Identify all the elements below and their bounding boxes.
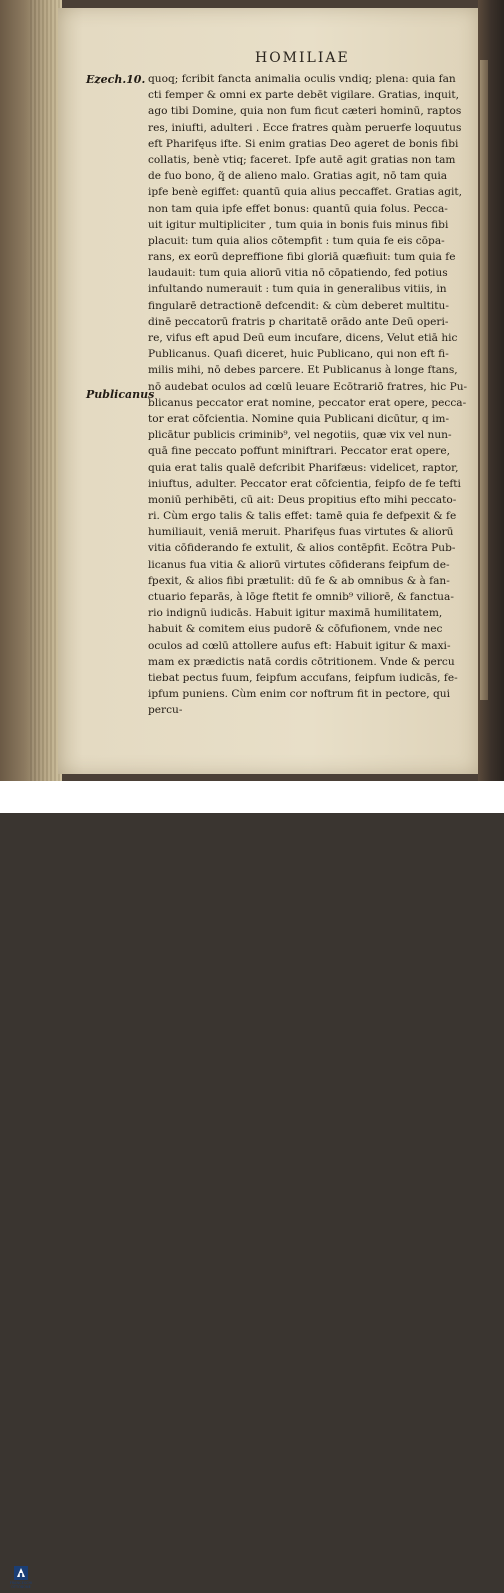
text-line: quia erat talis qualē defcribit Pharifæus: videlicet, raptor,	[148, 461, 459, 474]
text-line: dinē peccatorū fratris p charitatē orādo ante Deū operi-	[148, 315, 449, 328]
text-line: plicātur publicis criminib⁹, vel negotiis, quæ vix vel nun-	[148, 429, 452, 442]
margin-note-ezech: Ezech.10.	[86, 73, 146, 86]
text-line: tiebat pectus fuum, feipfum accufans, feipfum iudicās, fe-	[148, 671, 458, 684]
text-line: collatis, benè vtiq; faceret. Ipfe autē agit gratias non tam	[148, 153, 456, 166]
text-line: fpexit, & alios fibi prætulit: dū fe & ab omnibus & à fan-	[148, 574, 450, 587]
text-line: rio indignū iudicās. Habuit igitur maximā humilitatem,	[148, 607, 443, 620]
text-line: habuit & comitem eius pudorē & cōfufionem, vnde nec	[148, 623, 443, 636]
text-line: ago tibi Domine, quia non fum ficut cæteri hominū, raptos	[148, 105, 462, 118]
text-line: iniuftus, adulter. Peccator erat cōfcientia, feipfo de fe tefti	[148, 477, 461, 490]
text-line: uit igitur multipliciter , tum quia in bonis fuis minus fibi	[148, 218, 449, 231]
text-line: eft Pharifęus ifte. Si enim gratias Deo ageret de bonis fibi	[148, 137, 459, 150]
book-right-edge	[478, 0, 504, 781]
text-line: re, vifus eft apud Deū eum incufare, dicens, Velut etiā hic	[148, 332, 458, 344]
text-line: tor erat cōfcientia. Nomine quia Publicani dicūtur, q im-	[148, 412, 450, 425]
page-body-text	[148, 71, 468, 719]
text-line: humiliauit, veniā meruit. Pharifęus fuas virtutes & aliorū	[148, 526, 454, 539]
text-line: ri. Cùm ergo talis & talis effet: tamē quia fe defpexit & fe	[148, 510, 457, 523]
text-line: ctuario feparās, à lōge ftetit fe omnib⁹ viliorē, & fanctua-	[148, 591, 454, 603]
text-line: res, iniufti, adulteri . Ecce fratres quàm peruerfe loquutus	[148, 121, 462, 134]
text-line: moniū perhibēti, cū ait: Deus propitius efto mihi peccato-	[148, 493, 457, 506]
margin-note-publicanus: Publicanus	[86, 388, 155, 401]
logo-line-2: OTTOBONE	[11, 1585, 31, 1589]
text-line: milis mihi, nō debes parcere. Et Publicanus à longe ftans,	[148, 364, 458, 377]
text-line: nō audebat oculos ad cœlū leuare Ecōtrariō fratres, hic Pu-	[148, 380, 468, 393]
text-line: non tam quia ipfe effet bonus: quantū quia folus. Pecca-	[148, 202, 448, 215]
book-left-edge	[0, 0, 62, 781]
text-line: mam ex prædictis natā cordis cōtritionem. Vnde & percu	[148, 655, 455, 668]
footer-bar	[0, 781, 504, 1589]
text-line: quoq; fcribit fancta animalia oculis vndiq; plena: quia fan	[148, 73, 456, 85]
text-line: oculos ad cœlū attollere aufus eft: Habuit igitur & maxi-	[148, 639, 451, 652]
text-line: rans, ex eorū depreffione fibi gloriā quæfiuit: tum quia fe	[148, 251, 456, 264]
text-line: ipfum puniens. Cùm enim cor noftrum fit in pectore, qui	[148, 688, 451, 701]
text-line: vitia cōfiderando fe extulit, & alios contēpfit. Ecōtra Pub-	[148, 542, 456, 555]
library-logo	[6, 1565, 36, 1593]
text-line: laudauit: tum quia aliorū vitia nō cōpatiendo, fed potius	[148, 267, 448, 280]
text-line: fingularē detractionē defcendit: & cùm deberet multitu-	[148, 299, 449, 312]
text-line: licanus fua vitia & aliorū virtutes cōfiderans feipfum de-	[148, 558, 450, 571]
text-line: quā fine peccato poffunt miniftrari. Peccator erat opere,	[148, 445, 450, 458]
library-emblem-icon	[13, 1565, 29, 1581]
text-line: cti femper & omni ex parte debēt vigilare. Gratias, inquit,	[148, 89, 459, 102]
text-line: ipfe benè egiffet: quantū quia alius peccaffet. Gratias agit,	[148, 186, 462, 199]
text-line: Publicanus. Quafi diceret, huic Publicano, qui non eft fi-	[148, 348, 449, 361]
text-line: placuit: tum quia alios cōtempfit : tum quia fe eis cōpa-	[148, 234, 445, 247]
running-header: HOMILIAE	[255, 50, 350, 66]
text-line: infultando numerauit : tum quia in generalibus vitiis, in	[148, 283, 447, 296]
text-line: de fuo bono, q̃ de alieno malo. Gratias agit, nō tam quia	[148, 170, 448, 183]
scanned-book-spread	[0, 0, 504, 781]
logo-line-1: FRANCESCHI	[9, 1581, 33, 1585]
text-line: percu-	[148, 704, 183, 717]
text-line: blicanus peccator erat nomine, peccator erat opere, pecca-	[148, 396, 467, 409]
